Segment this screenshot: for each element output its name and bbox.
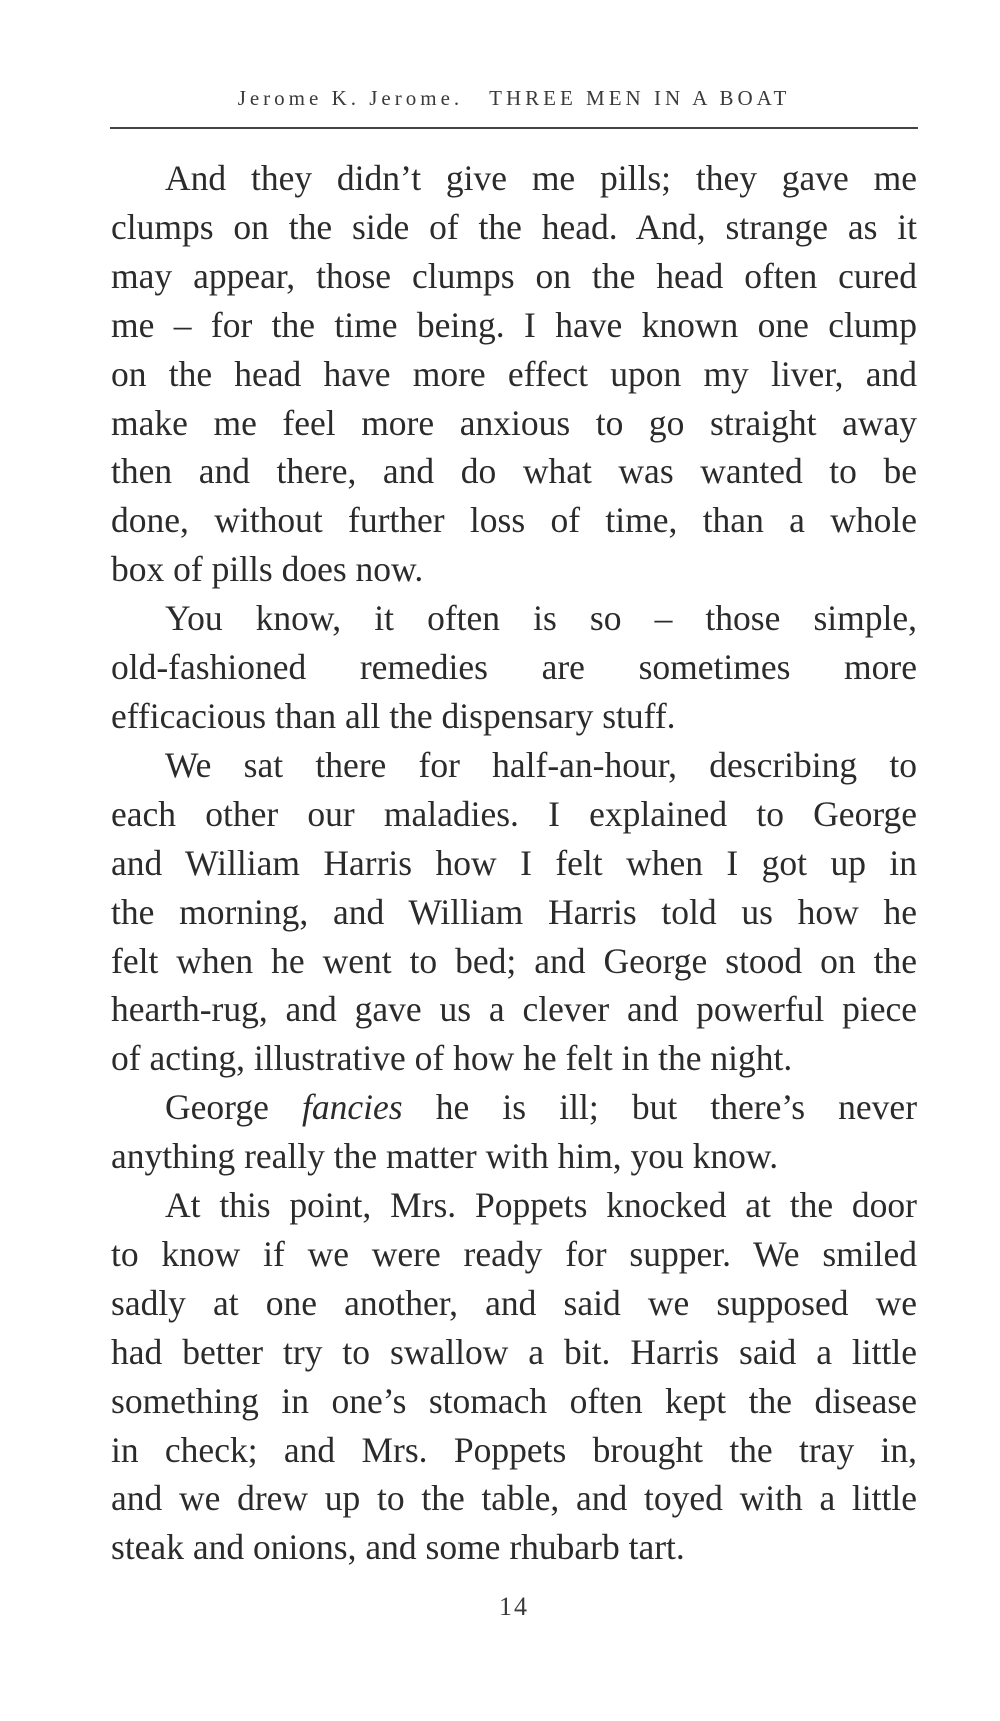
text-line: steak and onions, and some rhubarb tart.: [111, 1527, 685, 1568]
text-line: to know if we were ready for supper. We smiled: [111, 1233, 917, 1274]
text-line: on the head have more effect upon my liver, and: [111, 353, 917, 394]
text-line: done, without further loss of time, than a whole: [111, 500, 917, 541]
running-head-title: THREE MEN IN A BOAT: [489, 86, 791, 110]
text-line: and we drew up to the table, and toyed with a little: [111, 1478, 917, 1519]
text-line: in check; and Mrs. Poppets brought the tray in,: [111, 1429, 917, 1470]
header-rule: [110, 127, 918, 129]
text-line: and William Harris how I felt when I got up in: [111, 842, 917, 883]
paragraph-1: [111, 154, 917, 594]
paragraph-3: [111, 741, 917, 1083]
paragraph-2: [111, 594, 917, 741]
text-line: And they didn’t give me pills; they gave me: [165, 158, 917, 198]
page-number: 14: [499, 1592, 529, 1621]
text-line: clumps on the side of the head. And, strange as it: [111, 206, 917, 247]
text-line: old-fashioned remedies are sometimes more: [111, 647, 917, 688]
text-line: each other our maladies. I explained to George: [111, 793, 917, 834]
running-head-author: Jerome K. Jerome.: [237, 86, 464, 110]
line-segment: he is ill; but there’s never: [435, 1087, 918, 1128]
text-line: me – for the time being. I have known one clump: [111, 304, 917, 345]
text-line: efficacious than all the dispensary stuff.: [111, 695, 676, 736]
text-line: may appear, those clumps on the head often cured: [111, 255, 917, 296]
paragraph-4: [111, 1083, 917, 1181]
text-line: hearth-rug, and gave us a clever and powerful piece: [111, 989, 917, 1030]
line-segment: George: [165, 1087, 269, 1128]
paragraph-5: [111, 1181, 917, 1572]
text-line: We sat there for half-an-hour, describing to: [165, 744, 917, 785]
text-line: the morning, and William Harris told us how he: [111, 891, 917, 932]
text-line-with-emphasis: [111, 1083, 917, 1132]
text-line: anything really the matter with him, you know.: [111, 1136, 779, 1177]
running-head: [110, 86, 918, 111]
text-line: sadly at one another, and said we supposed we: [111, 1282, 917, 1323]
body-text: [111, 154, 917, 1572]
text-line: At this point, Mrs. Poppets knocked at the door: [165, 1185, 917, 1226]
text-line: of acting, illustrative of how he felt in the night.: [111, 1038, 793, 1079]
text-line: had better try to swallow a bit. Harris said a little: [111, 1331, 917, 1372]
emphasized-word: fancies: [302, 1087, 403, 1128]
text-line: make me feel more anxious to go straight away: [111, 402, 917, 443]
text-line: box of pills does now.: [111, 549, 424, 590]
text-line: felt when he went to bed; and George stood on the: [111, 940, 917, 981]
text-line: then and there, and do what was wanted to be: [111, 451, 917, 492]
text-line: something in one’s stomach often kept the disease: [111, 1380, 917, 1421]
text-line: You know, it often is so – those simple,: [165, 598, 917, 639]
